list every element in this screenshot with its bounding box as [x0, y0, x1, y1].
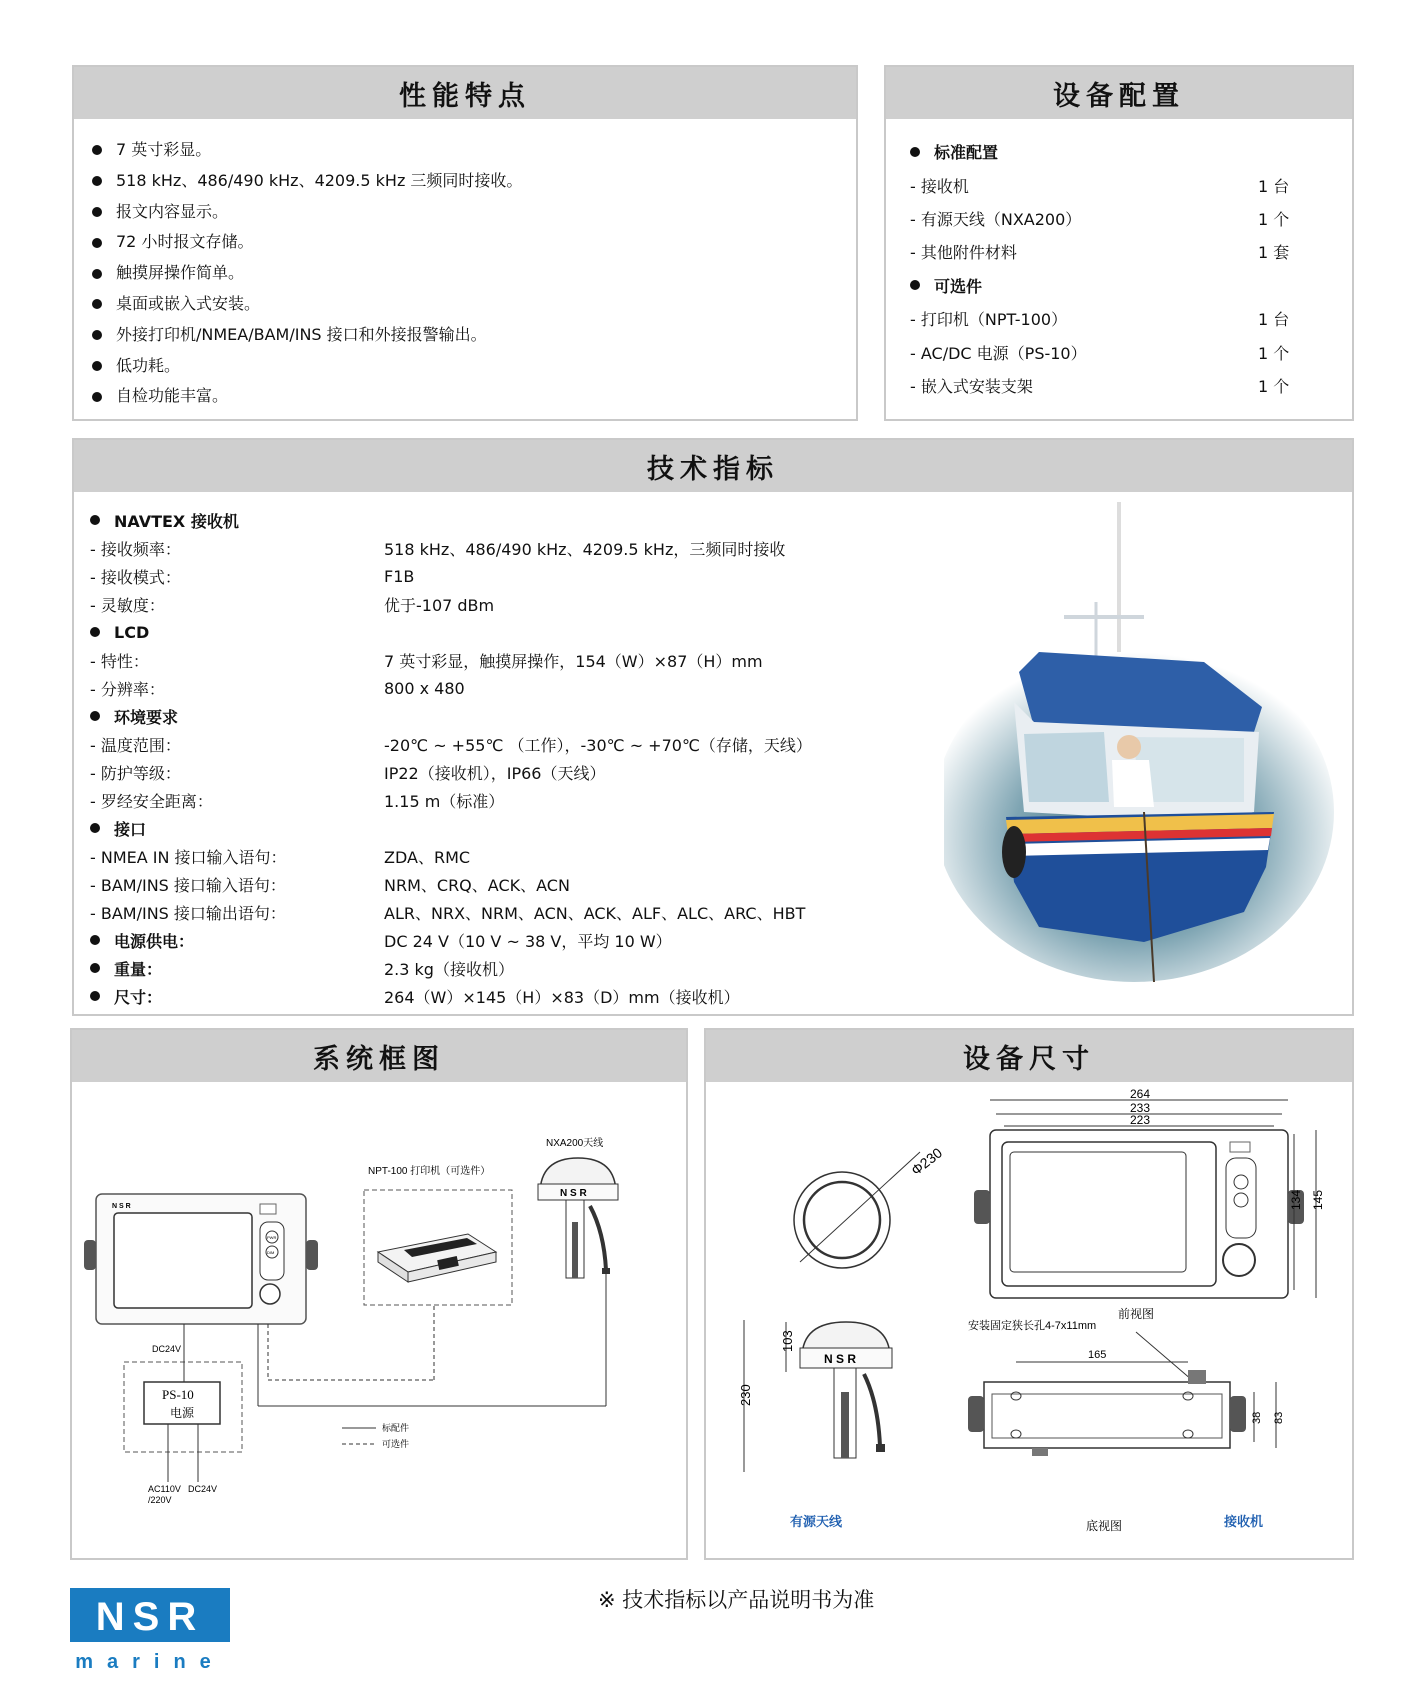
spec-value: -20℃ ~ +55℃ （工作），-30℃ ~ +70℃（存储，天线） — [384, 735, 812, 755]
spec-row — [90, 842, 812, 870]
spec-value: 优于-107 dBm — [384, 595, 495, 615]
spec-label: NAVTEX 接收机 — [114, 511, 239, 531]
spec-label: - 灵敏度： — [90, 595, 165, 615]
bullet-icon — [92, 392, 102, 402]
svg-text:/220V: /220V — [148, 1495, 172, 1505]
system-diagram — [72, 1082, 686, 1558]
svg-text:PS-10: PS-10 — [162, 1387, 194, 1402]
feature-item: 低功耗。 — [92, 351, 856, 382]
svg-text:DC24V: DC24V — [188, 1484, 218, 1494]
spec-section — [90, 618, 812, 646]
spec-label: - 分辨率： — [90, 679, 165, 699]
bullet-icon — [92, 330, 102, 340]
svg-text:223: 223 — [1130, 1113, 1151, 1127]
spec-label: 尺寸： — [114, 987, 163, 1007]
spec-value: 518 kHz、486/490 kHz、4209.5 kHz，三频同时接收 — [384, 539, 786, 559]
spec-row — [90, 646, 812, 674]
config-panel — [884, 65, 1354, 421]
feature-item: 72 小时报文存储。 — [92, 227, 856, 258]
spec-row — [90, 870, 812, 898]
spec-value: 7 英寸彩显，触摸屏操作，154（W）×87（H）mm — [384, 651, 763, 671]
svg-text:PWR: PWR — [267, 1235, 277, 1240]
feature-item: 外接打印机/NMEA/BAM/INS 接口和外接报警输出。 — [92, 320, 856, 351]
spec-value: 1.15 m（标准） — [384, 791, 505, 811]
svg-text:前视图: 前视图 — [1118, 1307, 1155, 1321]
config-item: - 嵌入式安装支架 1 个 — [910, 376, 1290, 396]
bullet-icon — [92, 299, 102, 309]
spec-label: - BAM/INS 接口输出语句： — [90, 903, 286, 923]
spec-value: 264（W）×145（H）×83（D）mm（接收机） — [384, 987, 740, 1007]
feature-item: 触摸屏操作简单。 — [92, 258, 856, 289]
svg-text:NSR: NSR — [95, 1595, 205, 1639]
system-diagram-title: 系统框图 — [72, 1030, 686, 1082]
specs-panel — [72, 438, 1354, 1016]
spec-value: DC 24 V（10 V ~ 38 V，平均 10 W） — [384, 931, 672, 951]
config-section-standard: 标准配置 — [910, 135, 1352, 168]
svg-text:N S R: N S R — [112, 1203, 131, 1210]
spec-row — [90, 534, 812, 562]
features-panel — [72, 65, 858, 421]
spec-value: F1B — [384, 566, 415, 586]
spec-label: - 接收模式： — [90, 567, 181, 587]
svg-text:接收机: 接收机 — [1224, 1514, 1264, 1529]
spec-label: - 特性： — [90, 651, 149, 671]
svg-text:可选件: 可选件 — [382, 1439, 410, 1449]
dimension-drawing — [706, 1082, 1352, 1558]
bullet-icon — [92, 238, 102, 248]
features-title: 性能特点 — [74, 67, 856, 119]
spec-label: - 防护等级： — [90, 763, 181, 783]
spec-label: - 接收频率： — [90, 539, 181, 559]
svg-text:有源天线: 有源天线 — [790, 1514, 843, 1529]
svg-text:264: 264 — [1130, 1087, 1151, 1101]
spec-row — [90, 898, 812, 926]
spec-label: - 罗经安全距离： — [90, 791, 213, 811]
svg-text:NPT-100 打印机（可选件）: NPT-100 打印机（可选件） — [368, 1166, 491, 1177]
svg-text:AC110V: AC110V — [148, 1484, 181, 1494]
spec-section — [90, 926, 812, 954]
spec-label: - BAM/INS 接口输入语句： — [90, 875, 286, 895]
bullet-icon — [90, 627, 100, 637]
svg-text:底视图: 底视图 — [1086, 1519, 1123, 1533]
config-item: - 打印机（NPT-100） 1 台 — [910, 310, 1290, 330]
spec-row — [90, 562, 812, 590]
svg-text:电源: 电源 — [170, 1406, 195, 1420]
svg-text:165: 165 — [1088, 1349, 1107, 1361]
bullet-icon — [90, 823, 100, 833]
spec-row — [90, 674, 812, 702]
svg-text:230: 230 — [738, 1384, 753, 1406]
spec-value: NRM、CRQ、ACK、ACN — [384, 875, 570, 895]
system-diagram-panel — [70, 1028, 688, 1560]
config-item: - 有源天线（NXA200） 1 个 — [910, 209, 1290, 229]
spec-section — [90, 506, 812, 534]
config-item: - 接收机 1 台 — [910, 176, 1290, 196]
svg-text:233: 233 — [1130, 1101, 1151, 1115]
spec-value: ZDA、RMC — [384, 847, 471, 867]
bullet-icon — [92, 176, 102, 186]
specs-title: 技术指标 — [74, 440, 1352, 492]
config-section-optional: 可选件 — [910, 269, 1352, 302]
spec-value: ALR、NRX、NRM、ACN、ACK、ALF、ALC、ARC、HBT — [384, 903, 806, 923]
spec-row — [90, 590, 812, 618]
spec-label: 重量： — [114, 959, 163, 979]
spec-row — [90, 758, 812, 786]
bullet-icon — [92, 207, 102, 217]
spec-label: 电源供电： — [114, 931, 195, 951]
spec-label: - NMEA IN 接口输入语句： — [90, 847, 287, 867]
bullet-icon — [90, 515, 100, 525]
spec-value: 2.3 kg（接收机） — [384, 959, 514, 979]
bullet-icon — [910, 280, 920, 290]
svg-text:145: 145 — [1311, 1189, 1325, 1210]
bullet-icon — [90, 963, 100, 973]
receiver-bottom-view — [968, 1318, 1285, 1533]
bullet-icon — [90, 935, 100, 945]
svg-text:DIM: DIM — [267, 1250, 275, 1255]
bullet-icon — [90, 711, 100, 721]
svg-text:134: 134 — [1289, 1189, 1303, 1210]
bullet-icon — [910, 147, 920, 157]
bullet-icon — [92, 269, 102, 279]
svg-text:标配件: 标配件 — [382, 1423, 410, 1433]
spec-value: 800 x 480 — [384, 678, 465, 698]
specs-list — [90, 506, 812, 1010]
bullet-icon — [90, 991, 100, 1001]
dimensions-panel — [704, 1028, 1354, 1560]
config-title: 设备配置 — [886, 67, 1352, 119]
feature-item: 报文内容显示。 — [92, 197, 856, 228]
svg-text:N S R: N S R — [560, 1188, 587, 1199]
config-item: - AC/DC 电源（PS-10） 1 个 — [910, 343, 1290, 363]
spec-value: IP22（接收机），IP66（天线） — [384, 763, 606, 783]
feature-item: 桌面或嵌入式安装。 — [92, 289, 856, 320]
spec-section — [90, 702, 812, 730]
receiver-front-view — [974, 1087, 1325, 1321]
config-item: - 其他附件材料 1 套 — [910, 243, 1290, 263]
receiver-device — [84, 1194, 318, 1324]
svg-text:marine: marine — [75, 1651, 225, 1673]
nsr-marine-logo — [70, 1588, 230, 1674]
feature-item: 7 英寸彩显。 — [92, 135, 856, 166]
svg-text:83: 83 — [1273, 1411, 1285, 1424]
bullet-icon — [92, 361, 102, 371]
antenna-icon — [538, 1158, 618, 1278]
bullet-icon — [92, 145, 102, 155]
svg-text:安装固定狭长孔4-7x11mm: 安装固定狭长孔4-7x11mm — [968, 1320, 1097, 1332]
feature-item: 518 kHz、486/490 kHz、4209.5 kHz 三频同时接收。 — [92, 166, 856, 197]
svg-text:N S R: N S R — [824, 1352, 857, 1366]
spec-label: 环境要求 — [114, 707, 179, 727]
svg-text:DC24V: DC24V — [152, 1344, 182, 1354]
spec-row — [90, 730, 812, 758]
spec-section — [90, 954, 812, 982]
svg-text:Φ230: Φ230 — [907, 1144, 946, 1179]
svg-text:38: 38 — [1251, 1411, 1263, 1424]
dimensions-title: 设备尺寸 — [706, 1030, 1352, 1082]
printer-icon — [378, 1234, 496, 1282]
svg-text:103: 103 — [780, 1330, 795, 1352]
boat-photo — [944, 502, 1334, 1002]
spec-label: 接口 — [114, 819, 147, 839]
footer-note: ※ 技术指标以产品说明书为准 — [598, 1588, 875, 1612]
spec-row — [90, 786, 812, 814]
antenna-side-view — [738, 1320, 892, 1529]
features-list — [74, 119, 856, 412]
spec-section — [90, 814, 812, 842]
spec-section — [90, 982, 812, 1010]
spec-label: - 温度范围： — [90, 735, 181, 755]
antenna-top-view — [794, 1144, 945, 1268]
config-list — [886, 119, 1352, 402]
spec-label: LCD — [114, 622, 150, 642]
svg-text:NXA200天线: NXA200天线 — [546, 1138, 604, 1149]
feature-item: 自检功能丰富。 — [92, 381, 856, 412]
